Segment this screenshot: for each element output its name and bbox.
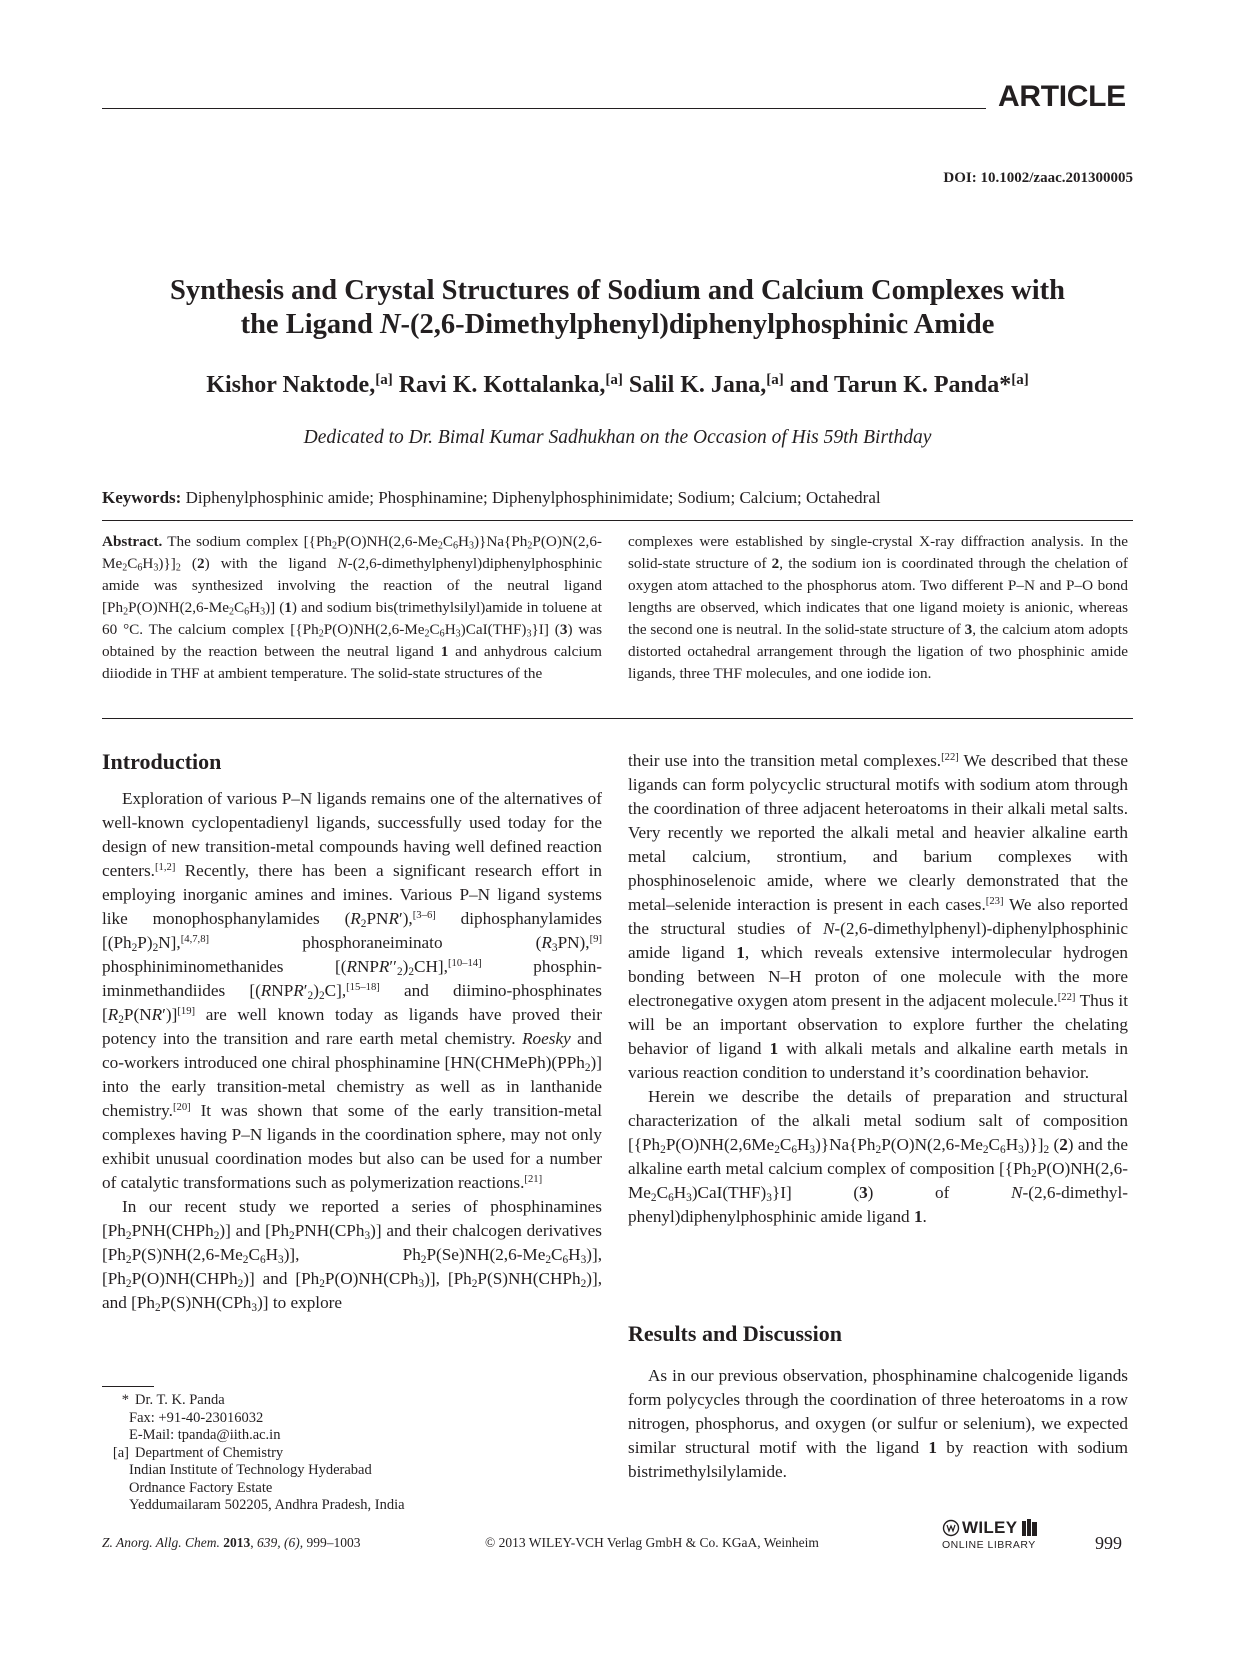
footnote-email: E-Mail: tpanda@iith.ac.in <box>129 1427 281 1443</box>
paragraph: Exploration of various P–N ligands remains one of the alternatives of well-known cyclopentadienyl ligands, successfully used today for the design of new transition-metal compounds having well defined reaction centers.[1,2] Recently, there has been a significant research effort in employing inorganic amines and imines. Various P–N ligand systems like monophosphanylamides $(R_2PNR'),[3-6]$ diphosphanylamides $[(Ph_2P)_2N],[4,7,8]$ phosphoraneiminato $(R_3PN),[9]$ phosphiniminomethanides $[(RNPR''_2)_2CH],[10-14]$ phosphin-iminmethandiides $[(RNPR'_2)_2C],[15-18]$ and diimino-phosphinates $[R_2P(NR')][19]$ are well known today as ligands have proved their potency into the transition and rare earth metal chemistry. Roesky and co-workers introduced one chiral phosphinamine [HN(CHMePh)(PPh$_2$)] into the early transition-metal chemistry as well as in lanthanide chemistry.[20] It was shown that some of the early transition-metal complexes having P–N ligands in the coordination sphere, may not only exhibit unusual coordination modes but also can be used for a number of catalytic transformations such as polymerization reactions.[21] <box>102 789 603 1192</box>
header-rule <box>102 108 986 109</box>
wiley-seal-icon <box>942 1519 960 1537</box>
results-body <box>628 1364 1128 1484</box>
paragraph: their use into the transition metal complexes.[22] We described that these ligands can form polycyclic structural motifs with sodium atom through the coordination of three adjacent heteroatoms in their alkali metal salts. Very recently we reported the alkali metal and heavier alkaline earth metal calcium, strontium, and barium complexes with phosphinoselenoic amide, where we clearly demonstrated that the metal–selenide interaction is present in each cases.[23] We also reported the structural studies of N-(2,6-dimethylphenyl)-diphenylphosphinic amide ligand 1, which reveals extensive intermolecular hydrogen bonding between N–H proton of one molecule with the more electronegative oxygen atom present in the adjacent molecule.[22] Thus it will be an important observation to explore further the chelating behavior of ligand 1 with alkali metals and alkaline earth metals in various reaction condition to understand it’s coordination behavior. <box>628 751 1128 1082</box>
article-title <box>102 274 1133 342</box>
paragraph: Herein we describe the details of preparation and structural characterization of the alkali metal sodium salt of composition $[\{Ph_2P(O)NH(2,6Me_2C_6H_3)\}Na\{Ph_2P(O)N(2,6-Me_2C_6H_3)\}]_2$ (2) and the alkaline earth metal calcium complex of composition $[\{Ph_2P(O)NH(2,6-Me_2C_6H_3)CaI(THF)_3\}I]$ (3) of N-(2,6-dimethyl-phenyl)diphenylphosphinic amide ligand 1. <box>628 1087 1128 1226</box>
abstract-bottom-rule <box>102 718 1133 719</box>
section-heading-introduction: Introduction <box>102 749 222 774</box>
abstract-top-rule <box>102 520 1133 521</box>
abstract-column-left: Abstract. The sodium complex $[\{Ph_2P(O)NH(2,6-Me_2C_6H_3)\}Na\{Ph_2P(O)N(2,6-Me_2C_6H_3)\}]_2$ (2) with the ligand N-(2,6-dimethylphenyl)diphenylphosphinic amide was synthesized involving the reaction of the neutral ligand $[Ph_2P(O)NH(2,6-Me_2C_6H_3)]$ (1) and sodium bis(trimethylsilyl)amide in toluene at 60 °C. The calcium complex $[\{Ph_2P(O)NH(2,6-Me_2C_6H_3)CaI(THF)_3\}I]$ (3) was obtained by the reaction between the neutral ligand 1 and anhydrous calcium diiodide in THF at ambient temperature. The solid-state structures of the <box>102 533 603 682</box>
footnote-dept: Department of Chemistry <box>135 1444 284 1461</box>
title-line-2: the Ligand N-(2,6-Dimethylphenyl)diphenylphosphinic Amide <box>240 309 995 340</box>
section-label: ARTICLE <box>998 80 1126 113</box>
footnote-rule <box>102 1386 154 1387</box>
footnote-city: Yeddumailaram 502205, Andhra Pradesh, India <box>129 1497 405 1513</box>
keywords-label: Keywords: <box>102 488 182 507</box>
copyright-notice: © 2013 WILEY-VCH Verlag GmbH & Co. KGaA, Weinheim <box>485 1535 819 1550</box>
journal-citation: Z. Anorg. Allg. Chem. 2013, 639, (6), 999–1003 <box>102 1535 361 1550</box>
corresponding-author-footnote <box>102 1392 405 1515</box>
dedication: Dedicated to Dr. Bimal Kumar Sadhukhan on the Occasion of His 59th Birthday <box>303 427 932 448</box>
author: Ravi K. Kottalanka,[a] <box>398 371 623 398</box>
footnote-name: Dr. T. K. Panda <box>135 1392 225 1408</box>
author-list <box>102 370 1133 400</box>
footnote-fax: Fax: +91-40-23016032 <box>129 1409 264 1426</box>
paragraph: As in our previous observation, phosphinamine chalcogenide ligands form polycycles through the coordination of three heteroatoms in a row nitrogen, phosphorus, and oxygen (or sulfur or selenium), we expected similar structural motif with the ligand 1 by reaction with sodium bistrimethylsilylamide. <box>628 1366 1128 1481</box>
keywords-text: Diphenylphosphinic amide; Phosphinamine; Diphenylphosphinimidate; Sodium; Calcium; Octahedral <box>185 488 881 507</box>
abstract-label: Abstract. <box>102 533 163 550</box>
doi: DOI: 10.1002/zaac.201300005 <box>943 170 1133 186</box>
wiley-online-library-logo: WILEY ONLINE LIBRARY <box>942 1518 1040 1551</box>
section-heading-results: Results and Discussion <box>628 1321 842 1346</box>
page-number: 999 <box>1095 1533 1122 1553</box>
keywords <box>102 488 1133 508</box>
introduction-body <box>102 787 602 1315</box>
affiliation-mark: [a] <box>112 1444 129 1461</box>
footnote-mark: * <box>121 1392 129 1408</box>
author: Salil K. Jana,[a] <box>628 371 784 398</box>
abstract-column-right: complexes were established by single-crystal X-ray diffraction analysis. In the solid-state structure of 2, the sodium ion is coordinated through the chelation of oxygen atom attached to the phosphorus atom. Two different P–N and P–O bond lengths are observed, which indicates that one ligand moiety is anionic, whereas the second one is neutral. In the solid-state structure of 3, the calcium atom adopts distorted octahedral arrangement through the ligation of two phosphinic amide ligands, three THF molecules, and one iodide ion. <box>628 533 1128 682</box>
footnote-institution: Indian Institute of Technology Hyderabad <box>129 1462 372 1478</box>
book-stack-icon <box>1020 1518 1040 1538</box>
right-column-body <box>628 749 1128 1229</box>
paragraph: In our recent study we reported a series of phosphinamines $[Ph_2PNH(CHPh_2)]$ and $[Ph_2PNH(CPh_3)]$ and their chalcogen derivatives $[Ph_2P(S)NH(2,6-Me_2C_6H_3)]$, $Ph_2P(Se)NH(2,6-Me_2C_6H_3)$], $[Ph_2P(O)NH(CHPh_2)]$ and $[Ph_2P(O)NH(CPh_3)]$, $[Ph_2P(S)NH(CHPh_2)]$, and $[Ph_2P(S)NH(CPh_3)]$ to explore <box>102 1197 602 1314</box>
author: and Tarun K. Panda*[a] <box>789 371 1029 398</box>
author: Kishor Naktode,[a] <box>206 371 393 398</box>
footnote-estate: Ordnance Factory Estate <box>129 1479 273 1496</box>
title-line-1: Synthesis and Crystal Structures of Sodium and Calcium Complexes with <box>170 275 1065 306</box>
